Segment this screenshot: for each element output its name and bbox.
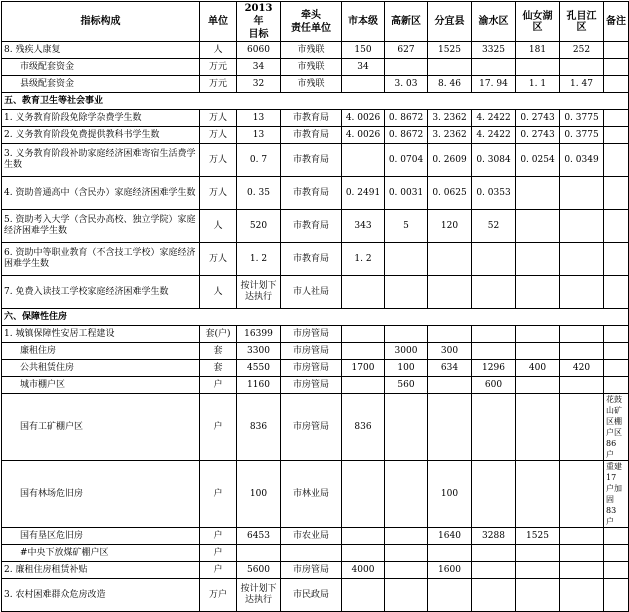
cell-notes <box>604 528 629 545</box>
cell-notes <box>604 326 629 343</box>
cell-indicator: 5. 资助考入大学（含民办高校、独立学院）家庭经济困难学生数 <box>2 210 200 243</box>
cell-xiannvhu <box>516 461 560 528</box>
section-title: 五、教育卫生等社会事业 <box>2 93 629 110</box>
cell-target: 6060 <box>237 42 281 59</box>
cell-indicator: 国有林场危旧房 <box>2 461 200 528</box>
cell-target: 6453 <box>237 528 281 545</box>
cell-yushui: 17. 94 <box>472 76 516 93</box>
cell-lead-unit: 市残联 <box>281 76 342 93</box>
cell-city-level <box>342 276 385 309</box>
cell-yushui <box>472 579 516 612</box>
cell-target: 1. 2 <box>237 243 281 276</box>
cell-fenyi <box>428 377 472 394</box>
table-row <box>2 59 629 76</box>
cell-fenyi: 1525 <box>428 42 472 59</box>
cell-indicator: 县级配套资金 <box>2 76 200 93</box>
cell-xiannvhu <box>516 579 560 612</box>
cell-city-level <box>342 461 385 528</box>
cell-kongmujiang <box>560 276 604 309</box>
cell-notes: 重建 17 户加固 83 户 <box>604 461 629 528</box>
cell-indicator: 8. 残疾人康复 <box>2 42 200 59</box>
cell-unit: 万元 <box>200 76 237 93</box>
cell-target: 5600 <box>237 562 281 579</box>
header-lead-unit: 牵头 责任单位 <box>281 2 342 42</box>
table-row <box>2 127 629 144</box>
cell-indicator: 6. 资助中等职业教育（不含技工学校）家庭经济困难学生数 <box>2 243 200 276</box>
cell-city-level <box>342 144 385 177</box>
cell-yushui <box>472 276 516 309</box>
cell-yushui <box>472 326 516 343</box>
cell-unit: 人 <box>200 42 237 59</box>
cell-city-level <box>342 377 385 394</box>
cell-lead-unit: 市教育局 <box>281 177 342 210</box>
cell-notes <box>604 545 629 562</box>
cell-yushui: 3325 <box>472 42 516 59</box>
cell-target: 按计划下达执行 <box>237 579 281 612</box>
cell-yushui: 600 <box>472 377 516 394</box>
header-unit: 单位 <box>200 2 237 42</box>
cell-fenyi <box>428 59 472 76</box>
cell-city-level <box>342 343 385 360</box>
cell-notes <box>604 360 629 377</box>
cell-notes <box>604 276 629 309</box>
cell-notes <box>604 42 629 59</box>
cell-notes <box>604 377 629 394</box>
cell-kongmujiang: 0. 3775 <box>560 127 604 144</box>
cell-lead-unit: 市农业局 <box>281 528 342 545</box>
cell-lead-unit: 市民政局 <box>281 579 342 612</box>
table-body <box>2 42 629 612</box>
cell-lead-unit: 市残联 <box>281 42 342 59</box>
cell-city-level <box>342 326 385 343</box>
cell-yushui <box>472 461 516 528</box>
table-row <box>2 276 629 309</box>
table-row <box>2 562 629 579</box>
table-row <box>2 243 629 276</box>
cell-gaoxin <box>385 461 428 528</box>
cell-indicator: 2. 义务教育阶段免费提供教科书学生数 <box>2 127 200 144</box>
cell-notes: 花鼓山矿区棚户区 86 户 <box>604 394 629 461</box>
cell-indicator: 1. 城镇保障性安居工程建设 <box>2 326 200 343</box>
cell-kongmujiang <box>560 326 604 343</box>
cell-target: 4550 <box>237 360 281 377</box>
cell-gaoxin <box>385 394 428 461</box>
cell-xiannvhu <box>516 243 560 276</box>
cell-fenyi: 3. 2362 <box>428 110 472 127</box>
cell-target: 按计划下达执行 <box>237 276 281 309</box>
cell-yushui: 3288 <box>472 528 516 545</box>
cell-kongmujiang <box>560 59 604 76</box>
cell-unit: 人 <box>200 276 237 309</box>
cell-lead-unit: 市教育局 <box>281 243 342 276</box>
cell-xiannvhu <box>516 59 560 76</box>
cell-indicator: #中央下放煤矿棚户区 <box>2 545 200 562</box>
cell-target: 520 <box>237 210 281 243</box>
cell-lead-unit: 市教育局 <box>281 127 342 144</box>
cell-fenyi: 0. 2609 <box>428 144 472 177</box>
cell-gaoxin: 5 <box>385 210 428 243</box>
cell-gaoxin <box>385 243 428 276</box>
table-row <box>2 545 629 562</box>
table-header-row <box>2 2 629 42</box>
section-title: 六、保障性住房 <box>2 309 629 326</box>
cell-lead-unit: 市房管局 <box>281 343 342 360</box>
cell-unit: 万人 <box>200 127 237 144</box>
cell-yushui <box>472 394 516 461</box>
cell-lead-unit: 市房管局 <box>281 326 342 343</box>
cell-lead-unit: 市教育局 <box>281 144 342 177</box>
cell-xiannvhu <box>516 210 560 243</box>
cell-indicator: 国有工矿棚户区 <box>2 394 200 461</box>
cell-gaoxin: 3. 03 <box>385 76 428 93</box>
cell-notes <box>604 579 629 612</box>
cell-city-level: 4000 <box>342 562 385 579</box>
cell-city-level <box>342 528 385 545</box>
cell-city-level: 150 <box>342 42 385 59</box>
cell-unit: 万元 <box>200 59 237 76</box>
cell-xiannvhu <box>516 394 560 461</box>
cell-yushui <box>472 243 516 276</box>
table-row <box>2 394 629 461</box>
cell-lead-unit: 市教育局 <box>281 110 342 127</box>
cell-notes <box>604 127 629 144</box>
section-row <box>2 93 629 110</box>
cell-xiannvhu: 0. 2743 <box>516 127 560 144</box>
cell-lead-unit: 市房管局 <box>281 360 342 377</box>
header-target: 2013 年 目标 <box>237 2 281 42</box>
cell-city-level: 836 <box>342 394 385 461</box>
cell-yushui <box>472 343 516 360</box>
cell-city-level: 4. 0026 <box>342 110 385 127</box>
cell-notes <box>604 144 629 177</box>
cell-xiannvhu <box>516 562 560 579</box>
cell-yushui <box>472 59 516 76</box>
cell-kongmujiang <box>560 210 604 243</box>
cell-fenyi <box>428 276 472 309</box>
cell-kongmujiang: 252 <box>560 42 604 59</box>
cell-kongmujiang <box>560 579 604 612</box>
cell-kongmujiang <box>560 528 604 545</box>
cell-notes <box>604 110 629 127</box>
cell-city-level <box>342 76 385 93</box>
cell-unit: 人 <box>200 210 237 243</box>
cell-unit: 套 <box>200 360 237 377</box>
cell-notes <box>604 76 629 93</box>
cell-unit: 套(户) <box>200 326 237 343</box>
cell-gaoxin <box>385 326 428 343</box>
table-row <box>2 377 629 394</box>
table-row <box>2 210 629 243</box>
cell-gaoxin: 0. 8672 <box>385 110 428 127</box>
cell-xiannvhu: 0. 0254 <box>516 144 560 177</box>
cell-indicator: 1. 义务教育阶段免除学杂费学生数 <box>2 110 200 127</box>
cell-notes <box>604 59 629 76</box>
cell-gaoxin: 560 <box>385 377 428 394</box>
cell-target: 3300 <box>237 343 281 360</box>
cell-indicator: 3. 农村困难群众危房改造 <box>2 579 200 612</box>
cell-kongmujiang <box>560 343 604 360</box>
header-yushui: 渝水区 <box>472 2 516 42</box>
cell-fenyi: 1600 <box>428 562 472 579</box>
cell-yushui: 0. 3084 <box>472 144 516 177</box>
cell-indicator: 3. 义务教育阶段补助家庭经济困难寄宿生活费学生数 <box>2 144 200 177</box>
cell-xiannvhu <box>516 377 560 394</box>
cell-kongmujiang <box>560 562 604 579</box>
cell-unit: 万户 <box>200 579 237 612</box>
cell-kongmujiang <box>560 394 604 461</box>
cell-fenyi: 634 <box>428 360 472 377</box>
cell-kongmujiang <box>560 243 604 276</box>
section-row <box>2 309 629 326</box>
cell-notes <box>604 177 629 210</box>
cell-fenyi: 8. 46 <box>428 76 472 93</box>
cell-kongmujiang: 1. 47 <box>560 76 604 93</box>
cell-indicator: 城市棚户区 <box>2 377 200 394</box>
cell-kongmujiang: 0. 3775 <box>560 110 604 127</box>
cell-lead-unit <box>281 545 342 562</box>
cell-lead-unit: 市教育局 <box>281 210 342 243</box>
cell-kongmujiang: 420 <box>560 360 604 377</box>
cell-xiannvhu: 0. 2743 <box>516 110 560 127</box>
header-gaoxin: 高新区 <box>385 2 428 42</box>
cell-fenyi: 1640 <box>428 528 472 545</box>
cell-gaoxin <box>385 562 428 579</box>
cell-city-level: 1. 2 <box>342 243 385 276</box>
cell-indicator: 廉租住房 <box>2 343 200 360</box>
cell-kongmujiang: 0. 0349 <box>560 144 604 177</box>
cell-unit: 万人 <box>200 144 237 177</box>
cell-fenyi: 0. 0625 <box>428 177 472 210</box>
cell-target: 13 <box>237 127 281 144</box>
cell-city-level: 4. 0026 <box>342 127 385 144</box>
cell-fenyi: 100 <box>428 461 472 528</box>
table-row <box>2 579 629 612</box>
cell-xiannvhu <box>516 276 560 309</box>
cell-lead-unit: 市房管局 <box>281 562 342 579</box>
table-row <box>2 177 629 210</box>
cell-lead-unit: 市林业局 <box>281 461 342 528</box>
cell-xiannvhu: 1. 1 <box>516 76 560 93</box>
cell-target <box>237 545 281 562</box>
cell-notes <box>604 243 629 276</box>
cell-target: 1160 <box>237 377 281 394</box>
cell-target: 0. 35 <box>237 177 281 210</box>
header-xiannvhu: 仙女湖区 <box>516 2 560 42</box>
cell-city-level: 343 <box>342 210 385 243</box>
cell-unit: 户 <box>200 394 237 461</box>
cell-target: 100 <box>237 461 281 528</box>
cell-xiannvhu: 400 <box>516 360 560 377</box>
cell-xiannvhu <box>516 545 560 562</box>
cell-fenyi <box>428 326 472 343</box>
table-row <box>2 360 629 377</box>
cell-fenyi <box>428 394 472 461</box>
table-row <box>2 76 629 93</box>
header-indicator: 指标构成 <box>2 2 200 42</box>
cell-notes <box>604 210 629 243</box>
cell-yushui: 0. 0353 <box>472 177 516 210</box>
cell-yushui: 52 <box>472 210 516 243</box>
cell-target: 32 <box>237 76 281 93</box>
cell-gaoxin: 627 <box>385 42 428 59</box>
cell-unit: 户 <box>200 377 237 394</box>
cell-gaoxin <box>385 276 428 309</box>
cell-fenyi: 300 <box>428 343 472 360</box>
table-row <box>2 110 629 127</box>
cell-xiannvhu: 1525 <box>516 528 560 545</box>
table-row <box>2 42 629 59</box>
cell-unit: 万人 <box>200 110 237 127</box>
cell-xiannvhu <box>516 177 560 210</box>
cell-kongmujiang <box>560 461 604 528</box>
cell-indicator: 7. 免费入读技工学校家庭经济困难学生数 <box>2 276 200 309</box>
cell-gaoxin <box>385 528 428 545</box>
table-row <box>2 343 629 360</box>
cell-gaoxin: 0. 0031 <box>385 177 428 210</box>
cell-lead-unit: 市房管局 <box>281 394 342 461</box>
header-city-level: 市本级 <box>342 2 385 42</box>
cell-xiannvhu: 181 <box>516 42 560 59</box>
cell-gaoxin: 100 <box>385 360 428 377</box>
header-notes: 备注 <box>604 2 629 42</box>
cell-yushui: 1296 <box>472 360 516 377</box>
header-fenyi: 分宜县 <box>428 2 472 42</box>
cell-gaoxin: 0. 0704 <box>385 144 428 177</box>
cell-city-level <box>342 545 385 562</box>
table-row <box>2 326 629 343</box>
cell-unit: 户 <box>200 562 237 579</box>
cell-notes <box>604 562 629 579</box>
cell-unit: 万人 <box>200 243 237 276</box>
cell-city-level: 0. 2491 <box>342 177 385 210</box>
cell-yushui <box>472 562 516 579</box>
cell-fenyi <box>428 243 472 276</box>
cell-yushui: 4. 2422 <box>472 110 516 127</box>
cell-lead-unit: 市残联 <box>281 59 342 76</box>
cell-kongmujiang <box>560 545 604 562</box>
cell-city-level: 1700 <box>342 360 385 377</box>
cell-gaoxin: 3000 <box>385 343 428 360</box>
cell-gaoxin: 0. 8672 <box>385 127 428 144</box>
cell-gaoxin <box>385 59 428 76</box>
table-row <box>2 461 629 528</box>
cell-xiannvhu <box>516 343 560 360</box>
cell-unit: 户 <box>200 461 237 528</box>
cell-gaoxin <box>385 579 428 612</box>
cell-target: 16399 <box>237 326 281 343</box>
cell-unit: 万人 <box>200 177 237 210</box>
cell-target: 13 <box>237 110 281 127</box>
cell-target: 34 <box>237 59 281 76</box>
cell-notes <box>604 343 629 360</box>
cell-indicator: 国有垦区危旧房 <box>2 528 200 545</box>
cell-gaoxin <box>385 545 428 562</box>
cell-kongmujiang <box>560 377 604 394</box>
cell-indicator: 4. 资助普通高中（含民办）家庭经济困难学生数 <box>2 177 200 210</box>
cell-fenyi <box>428 545 472 562</box>
table-row <box>2 528 629 545</box>
cell-indicator: 市级配套资金 <box>2 59 200 76</box>
cell-fenyi <box>428 579 472 612</box>
cell-lead-unit: 市人社局 <box>281 276 342 309</box>
cell-indicator: 公共租赁住房 <box>2 360 200 377</box>
cell-city-level: 34 <box>342 59 385 76</box>
cell-unit: 户 <box>200 528 237 545</box>
cell-target: 0. 7 <box>237 144 281 177</box>
cell-kongmujiang <box>560 177 604 210</box>
cell-fenyi: 3. 2362 <box>428 127 472 144</box>
cell-xiannvhu <box>516 326 560 343</box>
cell-yushui: 4. 2422 <box>472 127 516 144</box>
cell-city-level <box>342 579 385 612</box>
cell-fenyi: 120 <box>428 210 472 243</box>
header-kongmujiang: 孔目江区 <box>560 2 604 42</box>
cell-target: 836 <box>237 394 281 461</box>
cell-unit: 户 <box>200 545 237 562</box>
table-row <box>2 144 629 177</box>
cell-lead-unit: 市房管局 <box>281 377 342 394</box>
indicator-table <box>1 1 629 612</box>
cell-indicator: 2. 廉租住房租赁补贴 <box>2 562 200 579</box>
cell-unit: 套 <box>200 343 237 360</box>
cell-yushui <box>472 545 516 562</box>
